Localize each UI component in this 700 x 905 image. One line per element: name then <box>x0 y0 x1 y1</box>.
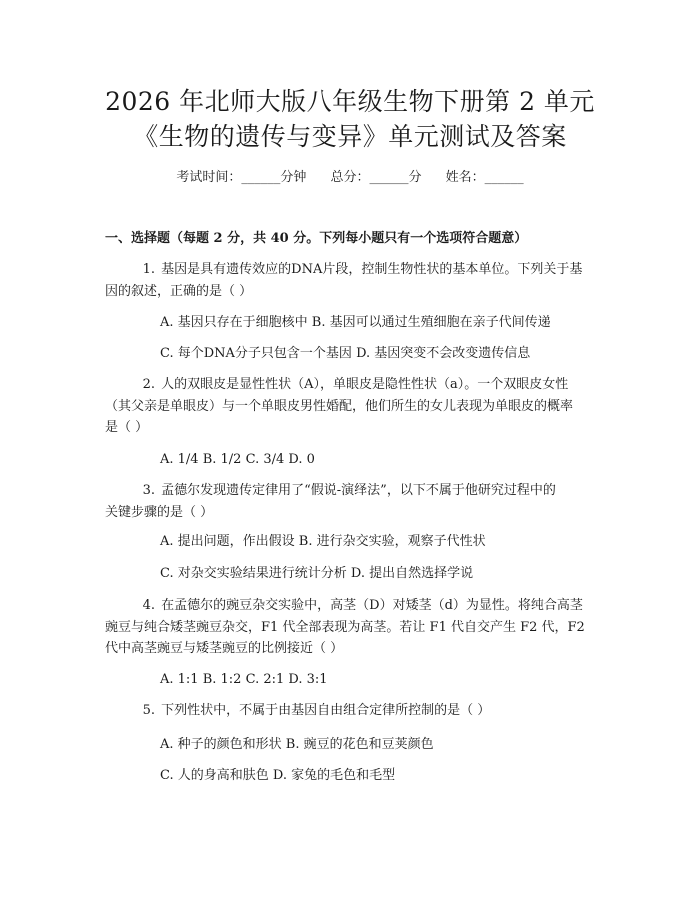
question-text: 关键步骤的是（ ） <box>105 504 214 520</box>
question-1 <box>105 259 600 302</box>
question-text: 人的双眼皮是显性性状（A），单眼皮是隐性性状（a）。一个双眼皮女性 <box>161 377 569 392</box>
question-text: 是（ ） <box>105 420 149 435</box>
question-4-options: A. 1:1 B. 1:2 C. 2:1 D. 3:1 <box>160 672 328 687</box>
question-1-options-a-b: A. 基因只存在于细胞核中 B. 基因可以通过生殖细胞在亲子代间传递 <box>160 315 551 330</box>
question-text: 下列性状中，不属于由基因自由组合定律所控制的是（ ） <box>161 703 491 718</box>
question-text: （其父亲是单眼皮）与一个单眼皮男性婚配，他们所生的女儿表现为单眼皮的概率 <box>105 398 574 414</box>
student-name-field: 姓名：______ <box>445 170 524 185</box>
question-number: 2. <box>142 377 155 392</box>
question-text: 代中高茎豌豆与矮茎豌豆的比例接近（ ） <box>105 641 344 656</box>
exam-time-field: 考试时间：______分钟 <box>176 170 307 185</box>
exam-meta <box>0 168 700 188</box>
question-4 <box>105 595 600 660</box>
question-3-options-a-b: A. 提出问题，作出假设 B. 进行杂交实验，观察子代性状 <box>160 534 486 549</box>
question-2 <box>105 374 600 439</box>
question-text: 因的叙述，正确的是（ ） <box>105 283 253 299</box>
question-text: 基因是具有遗传效应的DNA片段，控制生物性状的基本单位。下列关于基 <box>161 262 583 277</box>
question-3 <box>105 480 600 523</box>
exam-score-field: 总分：______分 <box>330 170 422 185</box>
question-5-options-c-d: C. 人的身高和肤色 D. 家兔的毛色和毛型 <box>160 768 396 783</box>
question-number: 5. <box>142 703 155 718</box>
question-1-options-c-d: C. 每个DNA分子只包含一个基因 D. 基因突变不会改变遗传信息 <box>160 346 531 361</box>
question-text: 在孟德尔的豌豆杂交实验中，高茎（D）对矮茎（d）为显性。将纯合高茎 <box>161 598 583 613</box>
question-2-options: A. 1/4 B. 1/2 C. 3/4 D. 0 <box>160 452 315 467</box>
question-5-options-a-b: A. 种子的颜色和形状 B. 豌豆的花色和豆荚颜色 <box>160 737 434 752</box>
question-3-options-c-d: C. 对杂交实验结果进行统计分析 D. 提出自然选择学说 <box>160 566 474 581</box>
section-heading: 一、选择题（每题 2 分，共 40 分。下列每小题只有一个选项符合题意） <box>105 231 528 246</box>
question-5 <box>105 700 600 722</box>
question-text: 孟德尔发现遗传定律用了“假说-演绎法”，以下不属于他研究过程中的 <box>161 483 556 498</box>
document-title-line2: 《生物的遗传与变异》单元测试及答案 <box>133 122 567 151</box>
question-number: 3. <box>142 483 155 498</box>
question-number: 4. <box>142 598 155 613</box>
question-number: 1. <box>142 262 155 277</box>
document-title-line1: 2026 年北师大版八年级生物下册第 2 单元 <box>105 87 595 116</box>
question-text: 豌豆与纯合矮茎豌豆杂交，F1 代全部表现为高茎。若让 F1 代自交产生 F2 代，F2 <box>105 619 585 635</box>
